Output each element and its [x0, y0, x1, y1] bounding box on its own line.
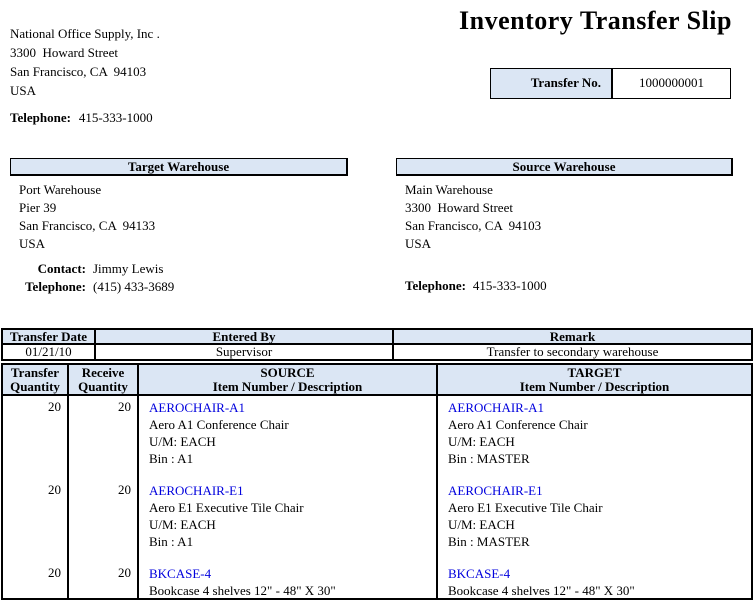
- target-item-number-link[interactable]: AEROCHAIR-E1: [448, 483, 543, 498]
- target-warehouse-line2: Pier 39: [19, 200, 57, 215]
- company-address-line2: San Francisco, CA 94103: [10, 64, 147, 79]
- company-name: National Office Supply, Inc .: [10, 26, 160, 41]
- company-phone-label: Telephone:: [10, 110, 71, 125]
- source-item-number-link[interactable]: AEROCHAIR-A1: [149, 400, 246, 415]
- source-item-cell: [139, 562, 438, 600]
- receive-quantity-value: 20: [69, 479, 139, 562]
- receive-quantity-value: 20: [69, 562, 139, 600]
- entered-by-value: Supervisor: [96, 345, 394, 359]
- company-phone-value: 415-333-1000: [78, 110, 153, 125]
- source-item-number-link[interactable]: BKCASE-4: [149, 566, 212, 581]
- source-warehouse-line2: 3300 Howard Street: [405, 200, 513, 215]
- target-item-description: Aero A1 Conference Chair: [448, 417, 588, 432]
- transfer-no-value: 1000000001: [639, 75, 704, 90]
- source-warehouse-header: Source Warehouse: [396, 158, 733, 176]
- header-source-line2: Item Number / Description: [212, 379, 363, 394]
- target-phone-label: Telephone:: [25, 279, 86, 294]
- target-item-cell: [438, 479, 751, 562]
- table-row: [3, 479, 751, 562]
- source-warehouse-line4: USA: [405, 236, 432, 251]
- transfer-quantity-value: 20: [3, 562, 69, 600]
- page-title: Inventory Transfer Slip: [459, 6, 732, 35]
- table-row: [3, 562, 751, 600]
- source-item-description: Aero E1 Executive Tile Chair: [149, 500, 304, 515]
- header-target-line1: TARGET: [567, 365, 622, 380]
- company-address-block: [10, 24, 160, 100]
- transfer-quantity-value: 20: [3, 396, 69, 479]
- source-item-cell: [139, 396, 438, 479]
- target-phone-row: [10, 278, 174, 296]
- source-item-description: Bookcase 4 shelves 12" - 48" X 30": [149, 583, 336, 598]
- transfer-no-label: Transfer No.: [491, 69, 613, 98]
- source-item-bin: Bin : A1: [149, 451, 194, 466]
- target-item-description: Aero E1 Executive Tile Chair: [448, 500, 603, 515]
- target-warehouse-line4: USA: [19, 236, 46, 251]
- target-item-bin: Bin : MASTER: [448, 534, 530, 549]
- items-table: [1, 363, 753, 600]
- header-source-column: [139, 365, 438, 394]
- source-warehouse-line3: San Francisco, CA 94103: [405, 218, 542, 233]
- header-receive-quantity-line2: Quantity: [78, 379, 128, 394]
- source-phone-value: 415-333-1000: [472, 278, 547, 293]
- remark-value: Transfer to secondary warehouse: [486, 344, 659, 359]
- target-item-bin: Bin : MASTER: [448, 451, 530, 466]
- transfer-quantity-value: 20: [3, 479, 69, 562]
- items-table-header-row: [3, 365, 751, 396]
- source-item-uom: U/M: EACH: [149, 517, 216, 532]
- receive-quantity-value: 20: [69, 396, 139, 479]
- source-item-number-link[interactable]: AEROCHAIR-E1: [149, 483, 244, 498]
- target-contact-value: Jimmy Lewis: [93, 261, 164, 276]
- header-target-line2: Item Number / Description: [519, 379, 670, 394]
- source-item-bin: Bin : A1: [149, 534, 194, 549]
- header-transfer-quantity-line2: Quantity: [10, 379, 60, 394]
- transfer-info-data-row: [3, 345, 751, 359]
- header-source-line1: SOURCE: [260, 365, 315, 380]
- target-item-cell: [438, 396, 751, 479]
- source-item-uom: U/M: EACH: [149, 434, 216, 449]
- header-receive-quantity-line1: Receive: [81, 365, 125, 380]
- target-contact-row: [10, 260, 174, 278]
- target-item-uom: U/M: EACH: [448, 434, 515, 449]
- target-warehouse-line3: San Francisco, CA 94133: [19, 218, 156, 233]
- target-warehouse-header: Target Warehouse: [10, 158, 348, 176]
- source-phone-row: [405, 278, 547, 294]
- source-item-description: Aero A1 Conference Chair: [149, 417, 289, 432]
- target-item-number-link[interactable]: BKCASE-4: [448, 566, 511, 581]
- header-transfer-quantity: [3, 365, 69, 394]
- company-address-line3: USA: [10, 83, 37, 98]
- header-target-column: [438, 365, 751, 394]
- transfer-info-header-row: [3, 330, 751, 345]
- source-item-cell: [139, 479, 438, 562]
- target-phone-value: (415) 433-3689: [93, 279, 175, 294]
- company-phone-line: [10, 110, 153, 126]
- transfer-date-value: 01/21/10: [3, 345, 96, 359]
- source-warehouse-name: Main Warehouse: [405, 182, 493, 197]
- source-warehouse-address: [405, 181, 541, 253]
- header-transfer-date: Transfer Date: [3, 330, 96, 343]
- transfer-info-table: [1, 328, 753, 361]
- company-address-line1: 3300 Howard Street: [10, 45, 118, 60]
- table-row: [3, 396, 751, 479]
- target-warehouse-name: Port Warehouse: [19, 182, 102, 197]
- target-warehouse-contact-block: [10, 260, 174, 296]
- target-contact-label: Contact:: [37, 261, 86, 276]
- header-remark: Remark: [549, 329, 596, 344]
- source-phone-label: Telephone:: [405, 278, 466, 293]
- target-warehouse-address: [19, 181, 155, 253]
- target-item-uom: U/M: EACH: [448, 517, 515, 532]
- transfer-no-box: [490, 68, 731, 99]
- header-entered-by: Entered By: [96, 330, 394, 343]
- target-item-description: Bookcase 4 shelves 12" - 48" X 30": [448, 583, 635, 598]
- header-transfer-quantity-line1: Transfer: [10, 365, 60, 380]
- target-item-number-link[interactable]: AEROCHAIR-A1: [448, 400, 545, 415]
- header-receive-quantity: [69, 365, 139, 394]
- target-item-cell: [438, 562, 751, 600]
